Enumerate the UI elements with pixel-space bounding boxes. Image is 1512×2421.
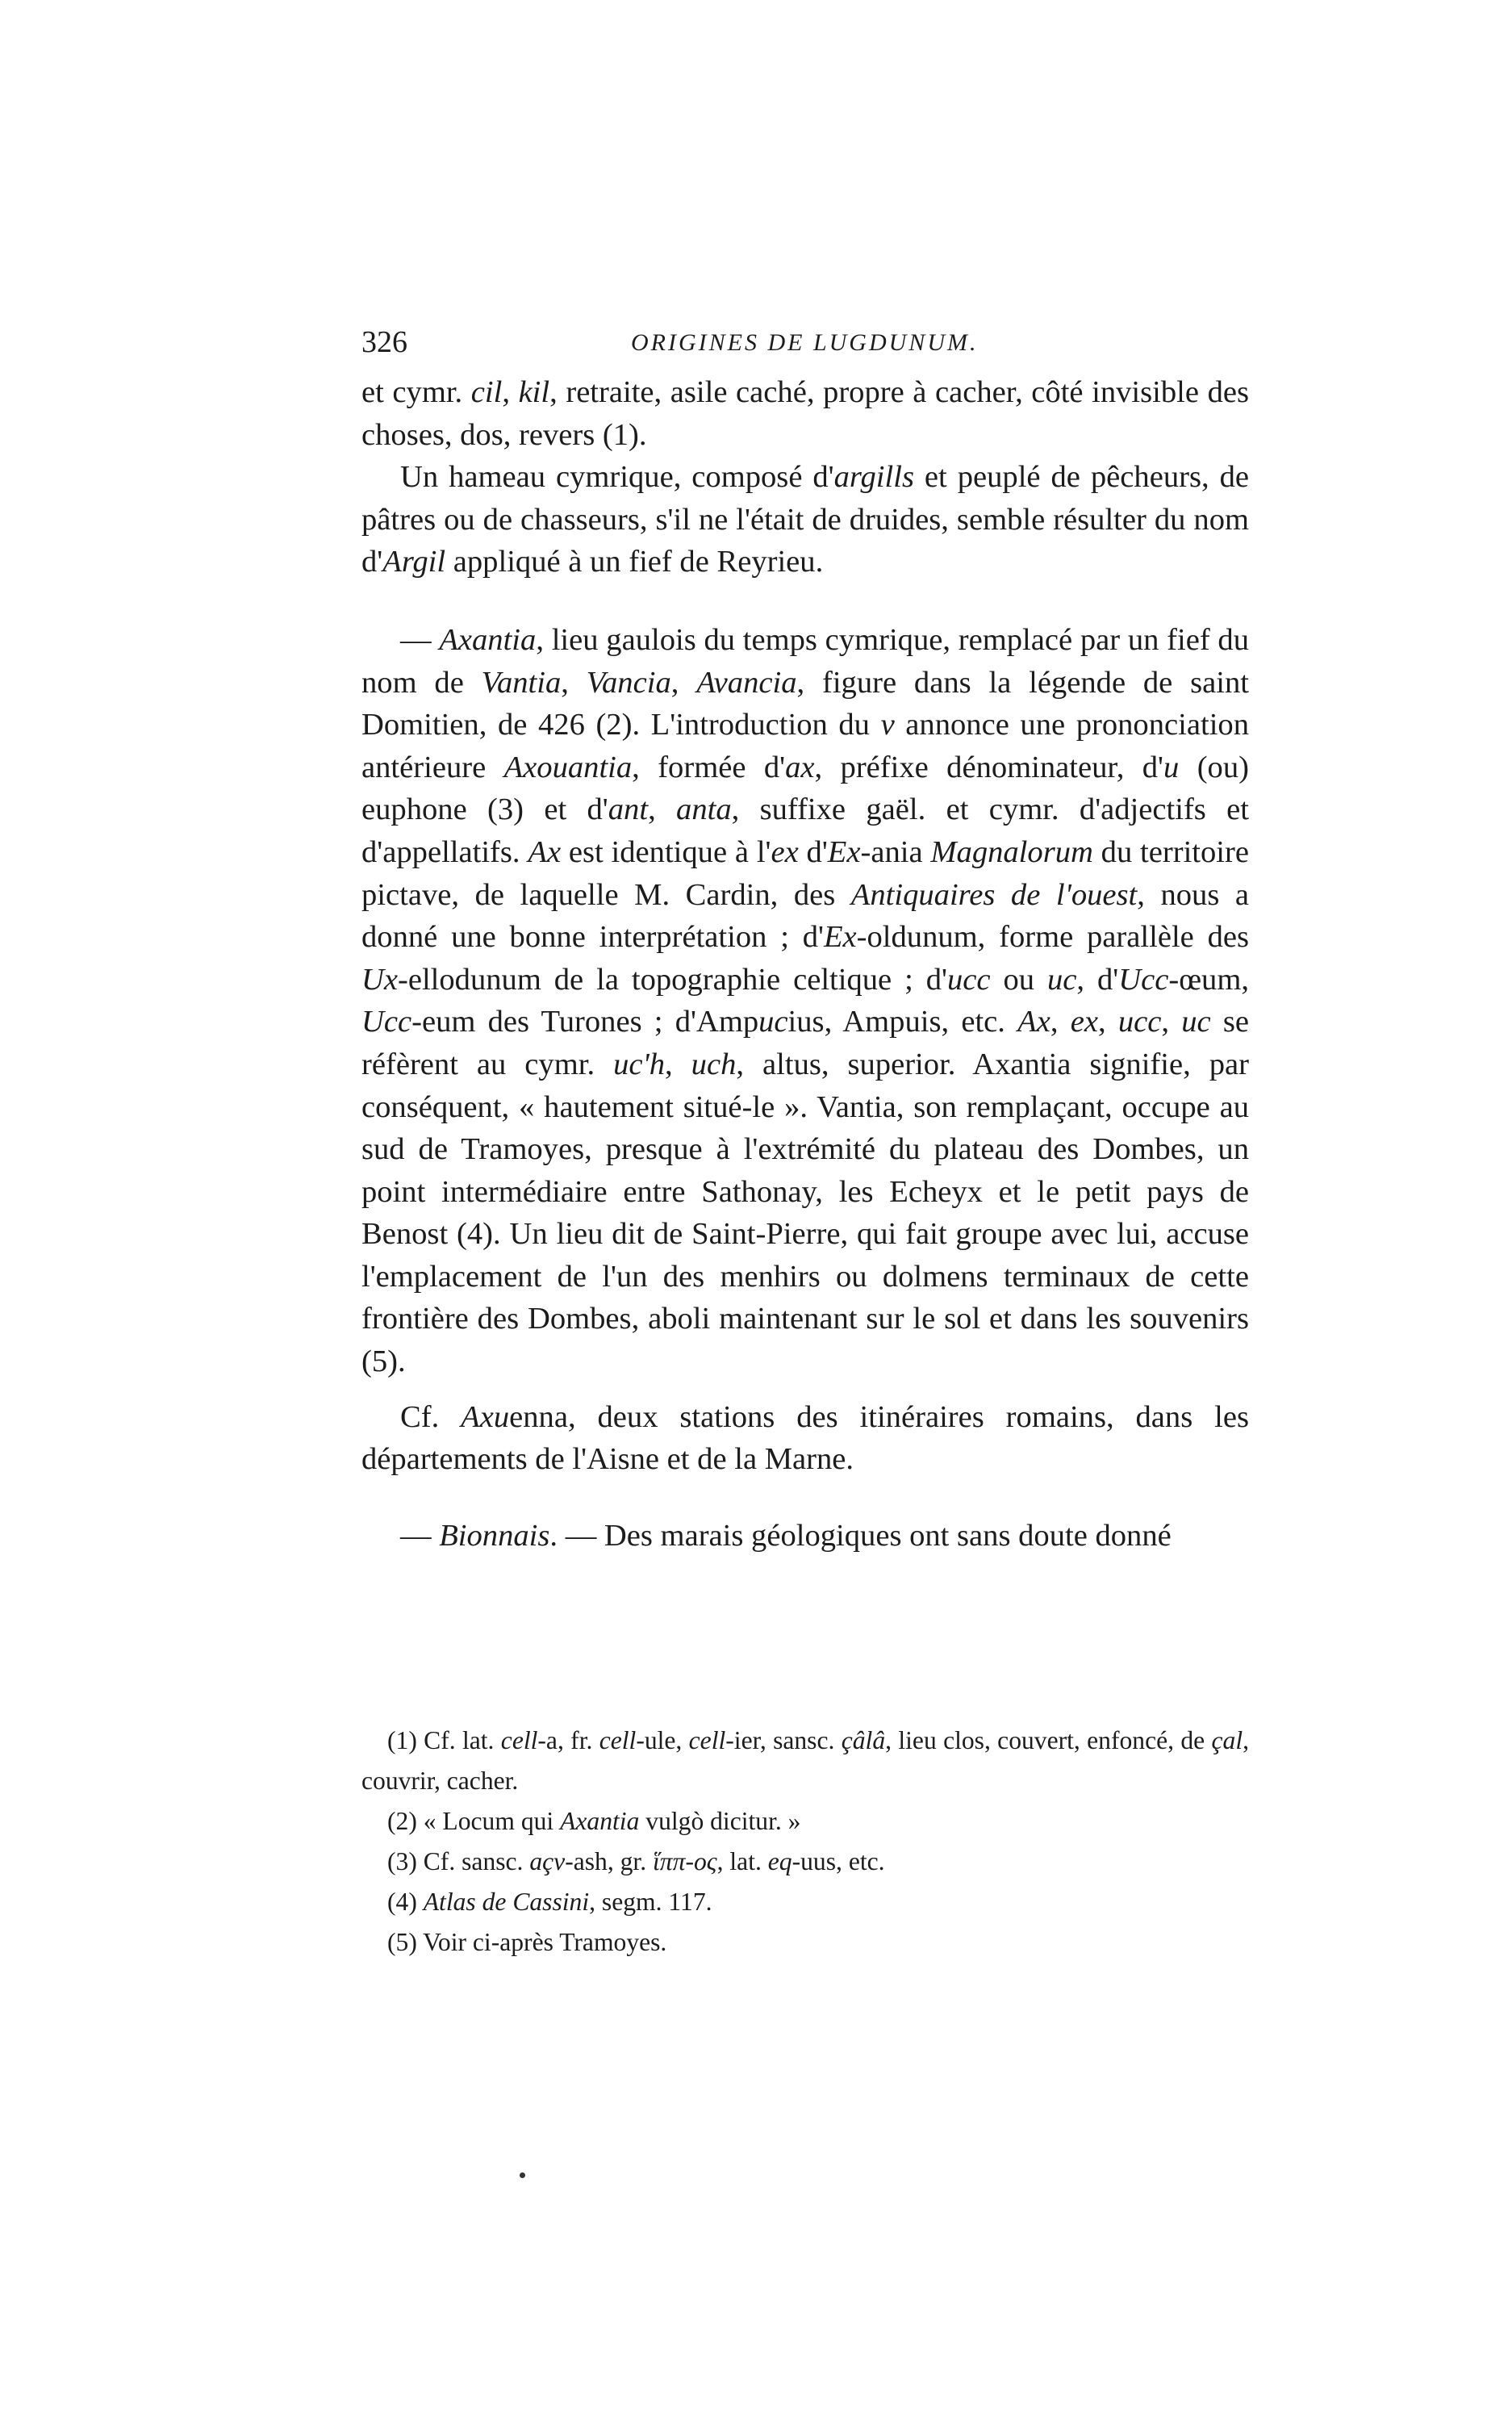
italic-term: Axouantia — [503, 750, 633, 784]
italic-term: cell — [500, 1726, 538, 1754]
italic-term: uc — [1046, 962, 1077, 997]
ink-speck — [520, 2172, 525, 2178]
italic-term: ax — [785, 750, 815, 784]
footnote-5: (5) Voir ci-après Tramoyes. — [387, 1928, 667, 1956]
footnote-4: (4) Atlas de Cassini, segm. 117. — [387, 1888, 712, 1916]
italic-term: uc — [1181, 1005, 1211, 1039]
italic-term: ucc — [1117, 1005, 1162, 1039]
italic-term: ant — [608, 792, 649, 827]
italic-term: çâlâ — [841, 1726, 886, 1754]
footnote-2: (2) « Locum qui Axantia vulgò dicitur. » — [387, 1807, 801, 1835]
paragraph-1: et cymr. cil, kil, retraite, asile caché, propre à cacher, côté invisible des choses, dos, revers (1). — [361, 375, 1249, 452]
italic-term: Ucc — [1118, 962, 1169, 997]
italic-term: Ax — [1017, 1005, 1050, 1039]
italic-term: Antiquaires de l'ouest — [850, 877, 1138, 912]
italic-term: Ucc — [361, 1005, 412, 1039]
italic-term: cell — [688, 1726, 726, 1754]
italic-term: u — [1163, 750, 1180, 784]
page-number: 326 — [361, 325, 407, 359]
italic-term: Argil — [382, 545, 446, 579]
italic-term: Ex — [827, 834, 861, 869]
paragraph-bionnais: — Bionnais. — Des marais géologiques ont sans doute donné — [400, 1518, 1172, 1553]
page-header — [361, 324, 1241, 368]
italic-term: Vancia — [586, 665, 671, 700]
italic-term: Magnalorum — [930, 834, 1093, 869]
italic-term: v — [880, 708, 895, 742]
italic-term: uch — [691, 1047, 737, 1081]
italic-term: ex — [771, 834, 799, 869]
main-text — [361, 371, 1249, 1557]
italic-term: anta — [676, 792, 732, 827]
footnote-3: (3) Cf. sansc. açv-ash, gr. ἵππ-ος, lat. eq-uus, etc. — [387, 1847, 885, 1875]
italic-term: ucc — [947, 962, 991, 997]
italic-term: cil — [470, 375, 503, 409]
footnote-1: (1) Cf. lat. cell-a, fr. cell-ule, cell-ier, sansc. çâlâ, lieu clos, couvert, enfoncé, de çal, couvrir, cacher. — [361, 1726, 1250, 1795]
italic-term: açv — [529, 1847, 566, 1875]
italic-term: Atlas de Cassini — [423, 1888, 590, 1916]
italic-term: uc'h — [613, 1047, 666, 1081]
italic-term: Axantia — [439, 622, 537, 657]
italic-term: Axu — [461, 1399, 510, 1434]
running-title: ORIGINES DE LUGDUNUM. — [631, 329, 979, 356]
italic-term: Ax — [528, 834, 562, 869]
paragraph-cf-axuenna: Cf. Axuenna, deux stations des itinéraires romains, dans les départements de l'Aisne et de la Marne. — [361, 1399, 1249, 1477]
italic-term: Bionnais — [439, 1518, 550, 1553]
italic-term: kil — [518, 375, 550, 409]
footnotes — [361, 1721, 1249, 1963]
italic-term: Ux — [361, 962, 398, 997]
italic-term: uc — [758, 1005, 788, 1039]
paragraph-2: Un hameau cymrique, composé d'argills et peuplé de pêcheurs, de pâtres ou de chasseurs, s'il ne l'était de druides, semble résulter du nom d'Argil appliqué à un fief de Reyrieu. — [361, 460, 1249, 579]
italic-term: eq — [767, 1847, 792, 1875]
italic-term: cell — [599, 1726, 637, 1754]
italic-term: argills — [833, 460, 914, 495]
italic-term: ἵππ-ος — [653, 1847, 717, 1875]
paragraph-axantia: — Axantia, lieu gaulois du temps cymrique, remplacé par un fief du nom de Vantia, Vancia, Avancia, figure dans la légende de saint Domitien, de 426 (2). L'introduction du v annonce une prononciation antérieure Axouantia, formée d'ax, préfixe dénominateur, d'u (ou) euphone (3) et d'ant, anta, suffixe gaël. et cymr. d'adjectifs et d'appellatifs. Ax est identique à l'ex d'Ex-ania Magnalorum du territoire pictave, de laquelle M. Cardin, des Antiquaires de l'ouest, nous a donné une bonne interprétation ; d'Ex-oldunum, forme parallèle des Ux-ellodunum de la topographie celtique ; d'ucc ou uc, d'Ucc-œum, Ucc-eum des Turones ; d'Ampucius, Ampuis, etc. Ax, ex, ucc, uc se réfèrent au cymr. uc'h, uch, altus, superior. Axantia signifie, par conséquent, « hautement situé-le ». Vantia, son remplaçant, occupe au sud de Tramoyes, presque à l'extrémité du plateau des Dombes, un point intermédiaire entre Sathonay, les Echeyx et le petit pays de Benost (4). Un lieu dit de Saint-Pierre, qui fait groupe avec lui, accuse l'emplacement de l'un des menhirs ou dolmens terminaux de cette frontière des Dombes, aboli maintenant sur le sol et dans les souvenirs (5). — [361, 622, 1250, 1379]
italic-term: çal — [1211, 1726, 1243, 1754]
italic-term: ex — [1070, 1005, 1098, 1039]
italic-term: Ex — [823, 920, 857, 955]
italic-term: Axantia — [560, 1807, 640, 1835]
italic-term: Avancia — [696, 665, 797, 700]
italic-term: Vantia — [481, 665, 562, 700]
